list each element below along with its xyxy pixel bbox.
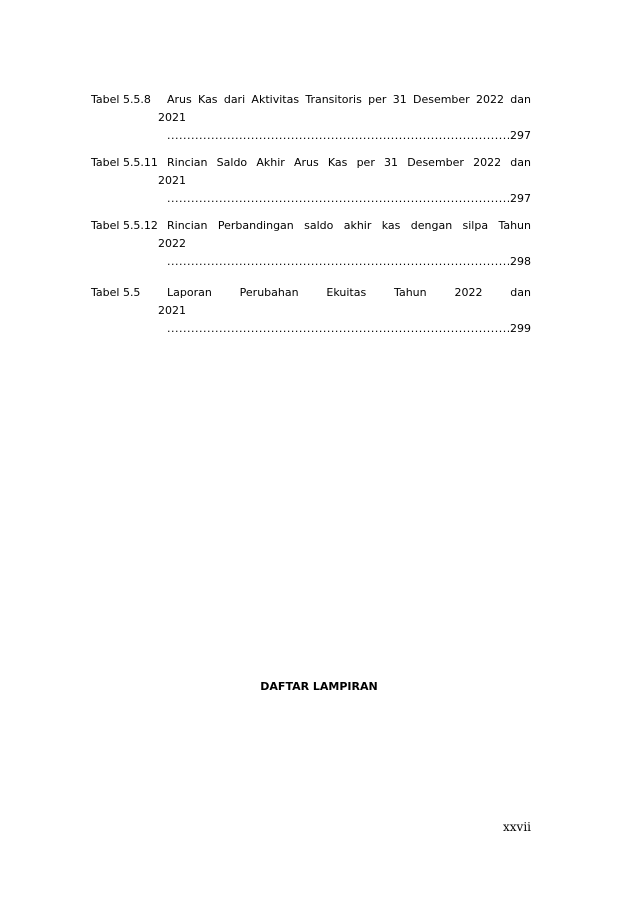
- toc-title-continuation: 2021: [158, 174, 186, 187]
- toc-title-continuation: 2021: [158, 111, 186, 124]
- toc-title: Arus Kas dari Aktivitas Transitoris per 31 Desember 2022 dan: [167, 93, 531, 106]
- toc-page-number: 298: [510, 255, 531, 268]
- toc-title: Rincian Saldo Akhir Arus Kas per 31 Desember 2022 dan: [167, 156, 531, 169]
- toc-label: Tabel 5.5: [91, 286, 141, 299]
- toc-title-continuation: 2022: [158, 237, 186, 250]
- toc-leader: [167, 190, 531, 208]
- toc-page-number: 297: [510, 192, 531, 205]
- toc-title: Laporan Perubahan Ekuitas Tahun 2022 dan: [167, 286, 531, 299]
- toc-leader: [167, 127, 531, 145]
- toc-entry[interactable]: [91, 217, 531, 271]
- dot-leader: [167, 127, 509, 145]
- dot-leader: [167, 320, 509, 338]
- toc-page-number: 299: [510, 322, 531, 335]
- toc-page-number: 297: [510, 129, 531, 142]
- dot-leader: [167, 190, 509, 208]
- toc-label: Tabel 5.5.12: [91, 219, 158, 232]
- toc-title: Rincian Perbandingan saldo akhir kas dengan silpa Tahun: [167, 219, 531, 232]
- dot-leader: [167, 253, 509, 271]
- toc-label: Tabel 5.5.8: [91, 93, 151, 106]
- toc-label: Tabel 5.5.11: [91, 156, 158, 169]
- toc-title-continuation: 2021: [158, 304, 186, 317]
- toc-entry[interactable]: [91, 284, 531, 338]
- toc-leader: [167, 320, 531, 338]
- toc-entry[interactable]: [91, 91, 531, 145]
- page-number: xxvii: [503, 820, 531, 834]
- section-heading: DAFTAR LAMPIRAN: [260, 680, 378, 693]
- toc-leader: [167, 253, 531, 271]
- toc-entry[interactable]: [91, 154, 531, 208]
